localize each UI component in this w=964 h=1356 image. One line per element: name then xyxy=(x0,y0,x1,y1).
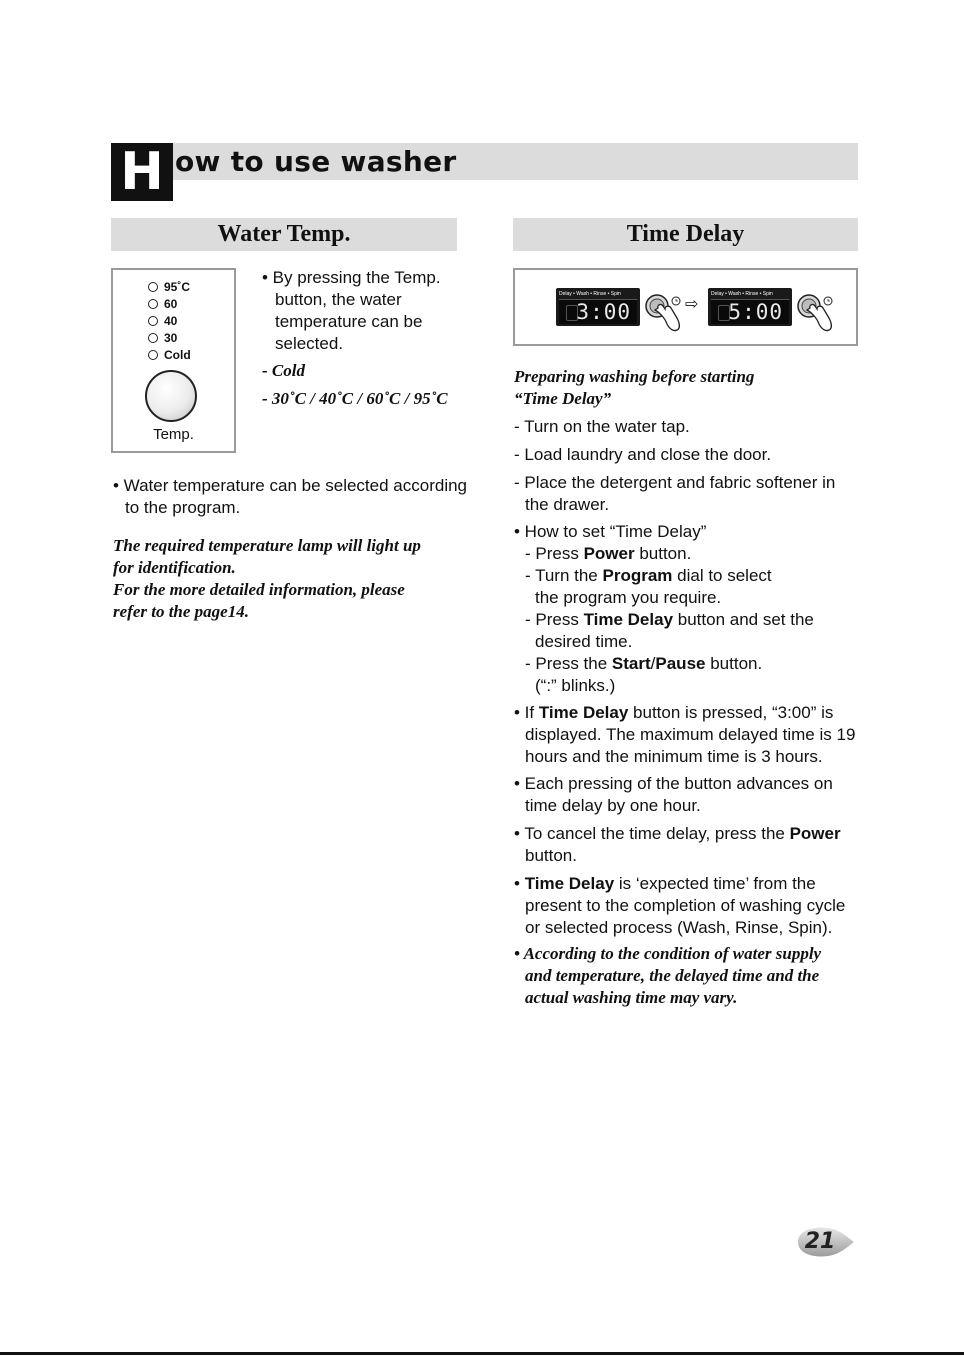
page-number: 21 xyxy=(804,1229,836,1254)
temp-button-icon xyxy=(145,370,197,422)
how-to-step: - Turn the Program dial to select the program you require. xyxy=(525,566,772,607)
prep-heading: Preparing washing before starting “Time Delay” xyxy=(514,367,755,408)
display-time-before: 3:00 xyxy=(576,300,631,324)
prep-step: - Place the detergent and fabric softener in the drawer. xyxy=(514,473,836,514)
prep-step: - Load laundry and close the door. xyxy=(514,445,772,464)
bullet-each-press: • Each pressing of the button advances on time delay by one hour. xyxy=(514,774,833,815)
how-to-step: - Press Time Delay button and set the desired time. xyxy=(525,610,814,651)
how-to-step: - Press the Start/Pause button. xyxy=(525,654,763,673)
pressing-finger-icon xyxy=(795,292,835,334)
temp-level-40: 40 xyxy=(148,312,177,329)
temp-level-60: 60 xyxy=(148,295,177,312)
temp-lamp-icon xyxy=(148,333,158,343)
page-title: ow to use washer xyxy=(175,145,457,178)
bullet-if-time-delay: • If Time Delay button is pressed, “3:00” is displayed. The maximum delayed time is 19 hours and the minimum time is 3 hours. xyxy=(514,703,856,766)
how-to-set-block: • How to set “Time Delay” - Press Power button. - Turn the Program dial to select the program you require. - Press Time Delay button and set the desired time. - Press the Start/Pause button. (“:” blinks.) xyxy=(514,521,858,697)
temp-panel-illustration xyxy=(111,268,236,453)
temp-level-95: 95˚C xyxy=(148,278,190,295)
display-header: Delay • Wash • Rinse • Spin xyxy=(711,291,773,297)
temp-level-30: 30 xyxy=(148,329,177,346)
temp-button-label: Temp. xyxy=(153,426,194,443)
pressing-finger-icon xyxy=(643,292,683,334)
temp-lamp-icon xyxy=(148,299,158,309)
temp-option-range: - 30˚C / 40˚C / 60˚C / 95˚C xyxy=(262,389,448,408)
display-header: Delay • Wash • Rinse • Spin xyxy=(559,291,621,297)
temp-option-cold: - Cold xyxy=(262,361,305,380)
time-delay-illustration xyxy=(513,268,858,346)
header-initial: H xyxy=(111,143,173,201)
water-temp-note: The required temperature lamp will light up for identification. For the more detailed information, please refer to the page14. xyxy=(113,536,421,621)
time-delay-heading: Time Delay xyxy=(513,218,858,251)
final-note: • According to the condition of water supply and temperature, the delayed time and the actual washing time may vary. xyxy=(514,944,822,1007)
water-temp-heading: Water Temp. xyxy=(111,218,457,251)
bottom-rule xyxy=(0,1352,964,1355)
display-after xyxy=(708,288,792,326)
temp-lamp-icon xyxy=(148,282,158,292)
bullet-cancel: • To cancel the time delay, press the Power button. xyxy=(514,824,841,865)
temp-level-cold: Cold xyxy=(148,346,191,363)
display-time-after: 5:00 xyxy=(728,300,783,324)
temp-description: • By pressing the Temp. button, the water temperature can be selected. xyxy=(262,268,441,353)
arrow-right-icon: ⇨ xyxy=(685,296,699,313)
temp-lamp-icon xyxy=(148,350,158,360)
bullet-time-delay-def: • Time Delay is ‘expected time’ from the present to the completion of washing cycle or selected process (Wash, Rinse, Spin). xyxy=(514,874,846,937)
display-before xyxy=(556,288,640,326)
how-to-step: - Press Power button. xyxy=(525,544,692,563)
temp-lamp-icon xyxy=(148,316,158,326)
prep-step: - Turn on the water tap. xyxy=(514,417,690,436)
water-temp-bullet: • Water temperature can be selected according to the program. xyxy=(113,476,468,517)
